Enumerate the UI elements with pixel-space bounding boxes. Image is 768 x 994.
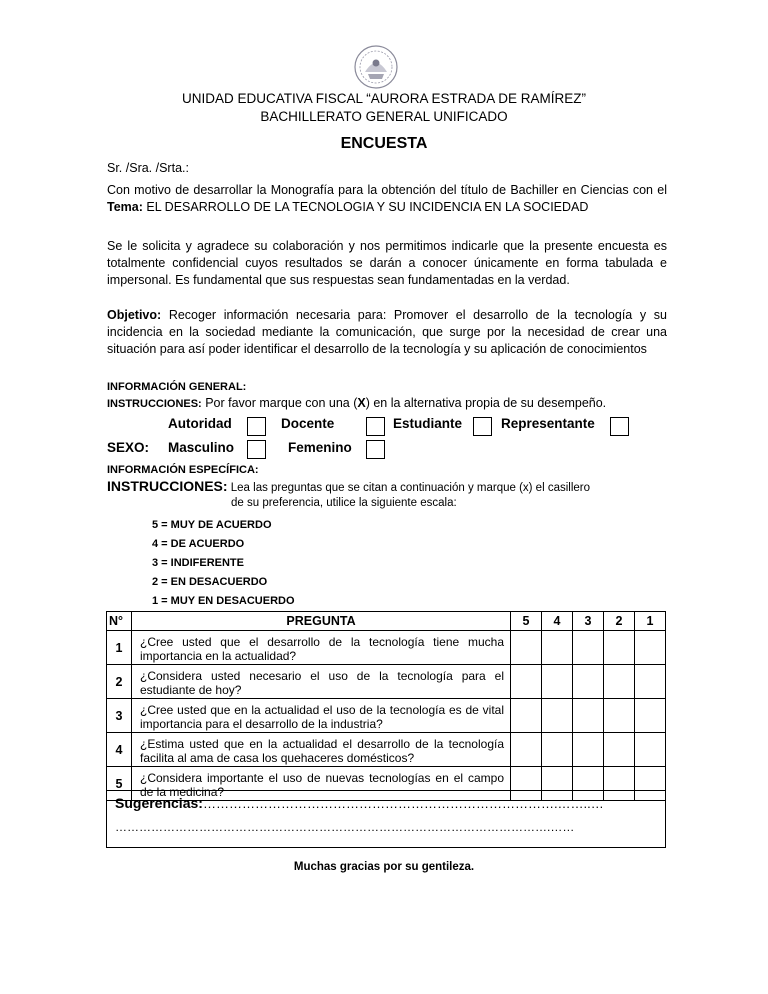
tema-text: EL DESARROLLO DE LA TECNOLOGIA Y SU INCIDENCIA EN LA SOCIEDAD <box>142 200 589 214</box>
scale-item: 5 = MUY DE ACUERDO <box>152 519 272 531</box>
answer-cell[interactable] <box>511 699 542 733</box>
col-header-scale: 4 <box>542 612 573 631</box>
sex-label: SEXO: <box>107 440 150 455</box>
program-name: BACHILLERATO GENERAL UNIFICADO <box>260 109 508 124</box>
role-label-docente: Docente <box>281 416 335 431</box>
answer-cell[interactable] <box>635 631 666 665</box>
answer-cell[interactable] <box>635 733 666 767</box>
specific-instructions-line1: Lea las preguntas que se citan a continuación y marque (x) el casillero <box>227 482 591 494</box>
general-info-heading: INFORMACIÓN GENERAL: <box>107 381 247 393</box>
intro-paragraph <box>107 182 667 216</box>
col-header-scale: 1 <box>635 612 666 631</box>
col-header-scale: 2 <box>604 612 635 631</box>
role-checkbox-autoridad[interactable] <box>247 417 266 436</box>
specific-info-heading: INFORMACIÓN ESPECÍFICA: <box>107 464 259 476</box>
specific-instructions-label: INSTRUCCIONES: <box>107 478 228 494</box>
general-instructions <box>107 396 606 410</box>
question-text: ¿Estima usted que en la actualidad el desarrollo de la tecnología facilita al ama de casa los quehaceres domésticos? <box>132 733 511 767</box>
school-name: UNIDAD EDUCATIVA FISCAL “AURORA ESTRADA DE RAMÍREZ” <box>181 91 587 106</box>
question-number: 5 <box>107 767 132 801</box>
answer-cell[interactable] <box>542 699 573 733</box>
col-header-question: PREGUNTA <box>132 612 511 631</box>
answer-cell[interactable] <box>542 733 573 767</box>
scale-item: 3 = INDIFERENTE <box>152 557 244 569</box>
col-header-scale: 5 <box>511 612 542 631</box>
answer-cell[interactable] <box>573 733 604 767</box>
role-checkbox-docente[interactable] <box>366 417 385 436</box>
question-text: ¿Considera usted necesario el uso de la tecnología para el estudiante de hoy? <box>132 665 511 699</box>
answer-cell[interactable] <box>635 699 666 733</box>
page-title: ENCUESTA <box>340 135 428 152</box>
specific-instructions <box>107 478 590 494</box>
suggestions-box[interactable] <box>106 790 666 848</box>
answer-cell[interactable] <box>573 665 604 699</box>
role-checkbox-estudiante[interactable] <box>473 417 492 436</box>
answer-cell[interactable] <box>542 631 573 665</box>
answer-cell[interactable] <box>635 665 666 699</box>
question-number: 1 <box>107 631 132 665</box>
role-label-representante: Representante <box>501 416 595 431</box>
sex-label-femenino: Femenino <box>288 440 352 455</box>
specific-instructions-line2: de su preferencia, utilice la siguiente escala: <box>231 497 457 509</box>
intro-text: Con motivo de desarrollar la Monografía para la obtención del título de Bachiller en Ciencias con el <box>107 183 667 197</box>
suggestions-label: Sugerencias: <box>115 795 203 811</box>
general-instructions-text-end: ) en la alternativa propia de su desempeño. <box>365 396 607 410</box>
answer-cell[interactable] <box>604 631 635 665</box>
suggestions-line-1 <box>115 795 660 811</box>
table-row <box>107 631 666 665</box>
sex-checkbox-femenino[interactable] <box>366 440 385 459</box>
table-row <box>107 665 666 699</box>
objective-text: Recoger información necesaria para: Promover el desarrollo de la tecnología y su incidencia en la sociedad mediante la comunicación, que surge por la necesidad de crear una situación para así poder identificar el desarrollo de la tecnología y su aplicación de conocimientos <box>107 308 667 356</box>
table-header-row <box>107 612 666 631</box>
answer-cell[interactable] <box>511 733 542 767</box>
suggestions-dots-1: ……………………………………………………………………….……..… <box>202 796 604 811</box>
question-text: ¿Cree usted que el desarrollo de la tecnología tiene mucha importancia en la actualidad? <box>132 631 511 665</box>
role-label-estudiante: Estudiante <box>393 416 463 431</box>
closing-message: Muchas gracias por su gentileza. <box>293 861 475 873</box>
table-row <box>107 699 666 733</box>
answer-cell[interactable] <box>511 665 542 699</box>
scale-item: 4 = DE ACUERDO <box>152 538 245 550</box>
scale-item: 1 = MUY EN DESACUERDO <box>152 595 295 607</box>
objective-label: Objetivo: <box>107 308 162 322</box>
scale-item: 2 = EN DESACUERDO <box>152 576 268 588</box>
col-header-scale: 3 <box>573 612 604 631</box>
general-instructions-text: Por favor marque con una ( <box>201 396 358 410</box>
sex-checkbox-masculino[interactable] <box>247 440 266 459</box>
question-number: 2 <box>107 665 132 699</box>
salutation: Sr. /Sra. /Srta.: <box>107 161 189 175</box>
table-row <box>107 733 666 767</box>
role-checkbox-representante[interactable] <box>610 417 629 436</box>
answer-cell[interactable] <box>511 631 542 665</box>
question-number: 3 <box>107 699 132 733</box>
answer-cell[interactable] <box>573 699 604 733</box>
question-text: ¿Cree usted que en la actualidad el uso de la tecnología es de vital importancia para el desarrollo de la industria? <box>132 699 511 733</box>
questions-table <box>106 611 666 801</box>
answer-cell[interactable] <box>604 665 635 699</box>
objective-paragraph <box>107 307 667 358</box>
col-header-number: N° <box>107 612 132 631</box>
school-seal-logo <box>353 44 399 90</box>
request-paragraph: Se le solicita y agradece su colaboración y nos permitimos indicarle que la presente encuesta es totalmente confidencial cuyos resultados se darán a conocer únicamente en forma tabulada e impersonal. Es fundamental que sus respuestas sean fundamentadas en la verdad. <box>107 239 667 287</box>
question-text: ¿Considera importante el uso de nuevas tecnologías en el campo de la medicina? <box>132 767 511 801</box>
answer-cell[interactable] <box>542 665 573 699</box>
answer-cell[interactable] <box>604 733 635 767</box>
answer-cell[interactable] <box>573 631 604 665</box>
general-instructions-label: INSTRUCCIONES: <box>107 398 202 410</box>
sex-label-masculino: Masculino <box>168 440 235 455</box>
role-label-autoridad: Autoridad <box>168 416 232 431</box>
tema-label: Tema: <box>107 200 143 214</box>
suggestions-dots-2: ……………………………………………………………………………………………….…… <box>115 820 575 834</box>
question-number: 4 <box>107 733 132 767</box>
general-instructions-x: X <box>357 396 366 410</box>
answer-cell[interactable] <box>604 699 635 733</box>
